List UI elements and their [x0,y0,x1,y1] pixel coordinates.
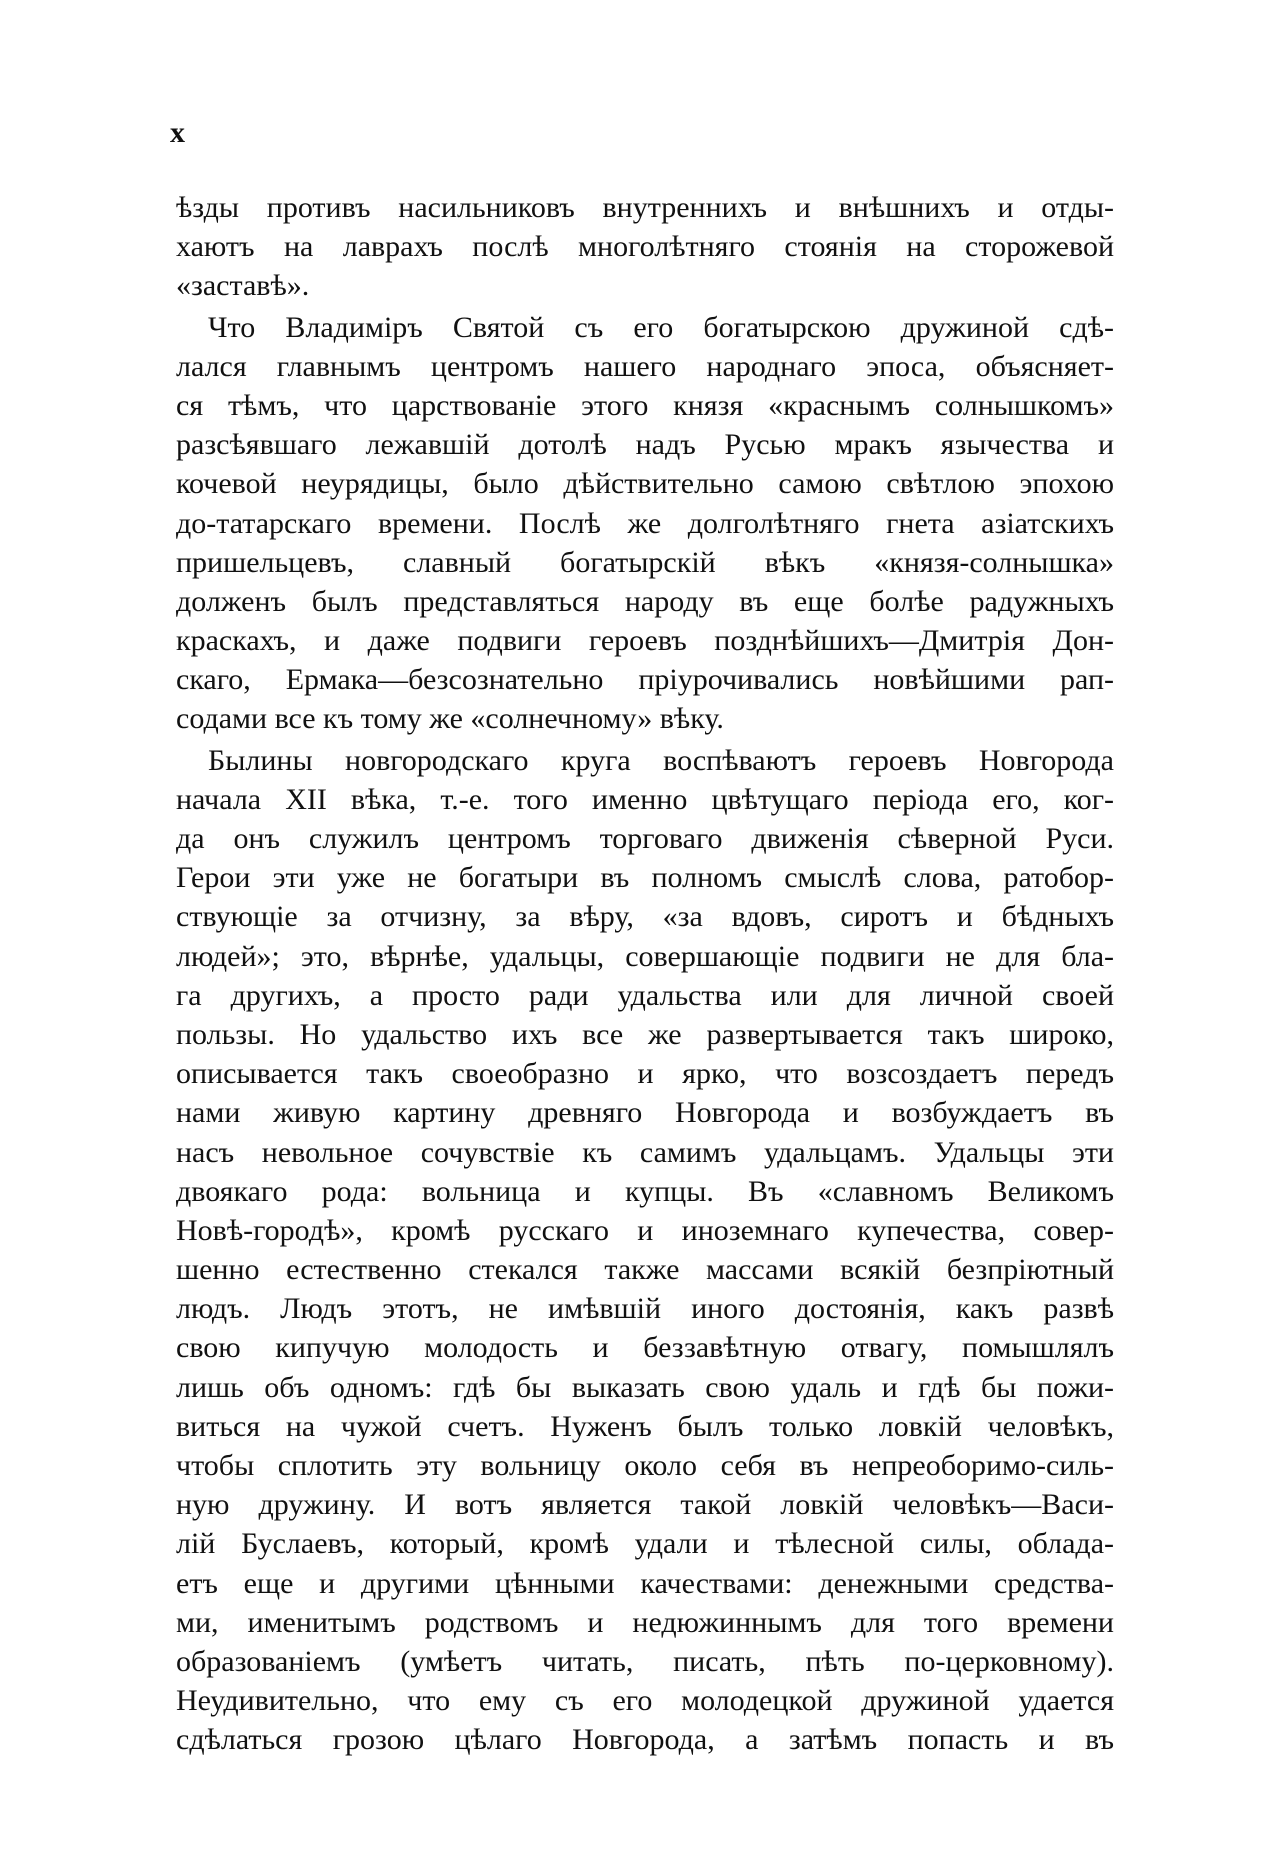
text-line: людъ. Людъ этотъ, не имѣвшій иного достоянія, какъ развѣ [176,1292,1114,1326]
text-line: «заставѣ». [176,269,310,303]
text-line: двоякаго рода: вольница и купцы. Въ «славномъ Великомъ [176,1174,1114,1208]
text-line: кочевой неурядицы, было дѣйствительно самою свѣтлою эпохою [176,467,1114,501]
text-line: скаго, Ермака—безсознательно пріурочивались новѣйшими рап- [176,663,1114,697]
text-line: разсѣявшаго лежавшій дотолѣ надъ Русью мракъ язычества и [176,428,1114,462]
text-line: людей»; это, вѣрнѣе, удальцы, совершающіе подвиги не для бла- [176,939,1114,973]
text-line: ѣзды противъ насильниковъ внутреннихъ и внѣшнихъ и отды- [176,191,1114,224]
text-line: ми, именитымъ родствомъ и недюжиннымъ для того времени [176,1605,1114,1639]
text-line: Герои эти уже не богатыри въ полномъ смыслѣ слова, ратобор- [176,861,1114,895]
page-number: x [170,116,185,149]
text-line: га другихъ, а просто ради удальства или для личной своей [176,978,1114,1012]
text-line: лался главнымъ центромъ нашего народнаго эпоса, объясняет- [176,349,1114,383]
text-line: етъ еще и другими цѣнными качествами: денежными средства- [176,1566,1114,1600]
text-line: да онъ служилъ центромъ торговаго движенія сѣверной Руси. [176,822,1114,855]
text-line: насъ невольное сочувствіе къ самимъ удальцамъ. Удальцы эти [176,1135,1114,1169]
text-line: ную дружину. И вотъ является такой ловкій человѣкъ—Васи- [176,1488,1114,1522]
text-line: ствующіе за отчизну, за вѣру, «за вдовъ, сиротъ и бѣдныхъ [176,900,1114,934]
text-line: хаютъ на лаврахъ послѣ многолѣтняго стоянія на сторожевой [176,230,1114,264]
text-line: ся тѣмъ, что царствованіе этого князя «краснымъ солнышкомъ» [176,388,1114,422]
text-line: долженъ былъ представляться народу въ еще болѣе радужныхъ [176,584,1114,618]
text-line: пришельцевъ, славный богатырскій вѣкъ «князя-солнышка» [176,545,1114,579]
page-text [176,188,1114,1760]
text-line: Былины новгородскаго круга воспѣваютъ героевъ Новгорода [208,743,1114,777]
text-line: лій Буслаевъ, который, кромѣ удали и тѣлесной силы, облада- [176,1527,1114,1561]
text-line: описывается такъ своеобразно и ярко, что возсоздаетъ передъ [176,1057,1114,1091]
text-line: начала XII вѣка, т.-е. того именно цвѣтущаго періода его, ког- [176,782,1114,816]
text-line: чтобы сплотить эту вольницу около себя въ непреоборимо-силь- [176,1449,1114,1482]
text-line: до-татарскаго времени. Послѣ же долголѣтняго гнета азіатскихъ [176,506,1114,540]
text-line: шенно естественно стекался также массами всякій безпріютный [176,1253,1114,1287]
text-line: Что Владиміръ Святой съ его богатырскою дружиной сдѣ- [208,310,1114,344]
text-line: нами живую картину древняго Новгорода и возбуждаетъ въ [176,1096,1114,1130]
text-line: свою кипучую молодость и беззавѣтную отвагу, помышлялъ [176,1331,1114,1365]
text-line: лишь объ одномъ: гдѣ бы выказать свою удаль и гдѣ бы пожи- [176,1370,1114,1404]
text-line: содами все къ тому же «солнечному» вѣку. [176,702,724,736]
text-line: сдѣлаться грозою цѣлаго Новгорода, а затѣмъ попасть и въ [176,1723,1114,1757]
text-line: Новѣ-городѣ», кромѣ русскаго и иноземнаго купечества, совер- [176,1213,1114,1247]
text-line: образованіемъ (умѣетъ читать, писать, пѣть по-церковному). [176,1644,1114,1678]
text-line: виться на чужой счетъ. Нуженъ былъ только ловкій человѣкъ, [176,1409,1114,1443]
text-line: пользы. Но удальство ихъ все же развертывается такъ широко, [176,1017,1114,1051]
text-line: краскахъ, и даже подвиги героевъ позднѣйшихъ—Дмитрія Дон- [176,624,1114,658]
text-line: Неудивительно, что ему съ его молодецкой дружиной удается [176,1684,1114,1718]
